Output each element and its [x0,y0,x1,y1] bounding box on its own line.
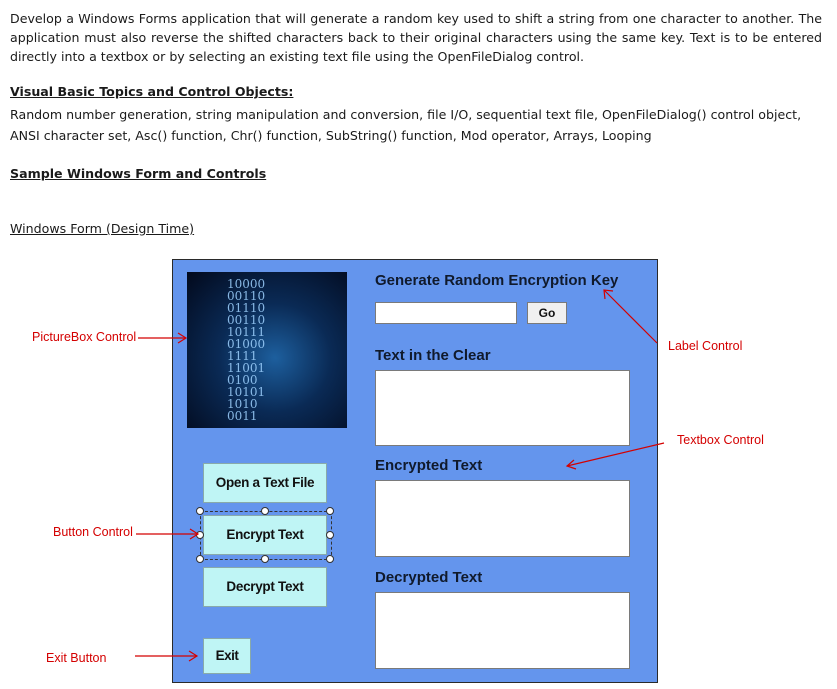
picturebox-annotation: PictureBox Control [32,330,137,344]
form-caption: Windows Form (Design Time) [10,221,195,236]
clear-label: Text in the Clear [375,347,491,364]
textbox-annotation: Textbox Control [677,433,764,447]
button-annotation: Button Control [53,525,133,539]
decrypt-button[interactable]: Decrypt Text [203,567,327,607]
key-label: Generate Random Encryption Key [375,272,619,289]
picture-binary-digits: 10000 00110 01110 00110 10111 01000 1111 11001 0100 10101 1010 0011 [227,277,266,423]
decrypted-label: Decrypted Text [375,569,483,586]
label-arrow [604,290,657,343]
intro-paragraph: Develop a Windows Forms application that will generate a random key used to shift a string from one character to another. The application must also reverse the shifted characters back to their original characters using the same key. Text is to be entered directly into a textbox or by selecting an existing text file using the OpenFileDialog control. [10,11,822,64]
encrypted-label: Encrypted Text [375,457,483,474]
open-file-button[interactable]: Open a Text File [203,463,327,503]
topics-body: Random number generation, string manipulation and conversion, file I/O, sequential text file, OpenFileDialog() control object, ANSI character set, Asc() function, Chr() function, SubString() function, Mod operator, Arrays, Looping [10,107,802,143]
exit-button[interactable]: Exit [203,638,251,674]
go-button[interactable]: Go [527,302,567,324]
topics-heading: Visual Basic Topics and Control Objects: [10,84,294,99]
textbox-arrow [567,443,664,466]
label-annotation: Label Control [668,339,743,353]
exit-annotation: Exit Button [46,651,107,665]
encrypt-button[interactable]: Encrypt Text [203,515,327,555]
sample-heading: Sample Windows Form and Controls [10,166,267,181]
